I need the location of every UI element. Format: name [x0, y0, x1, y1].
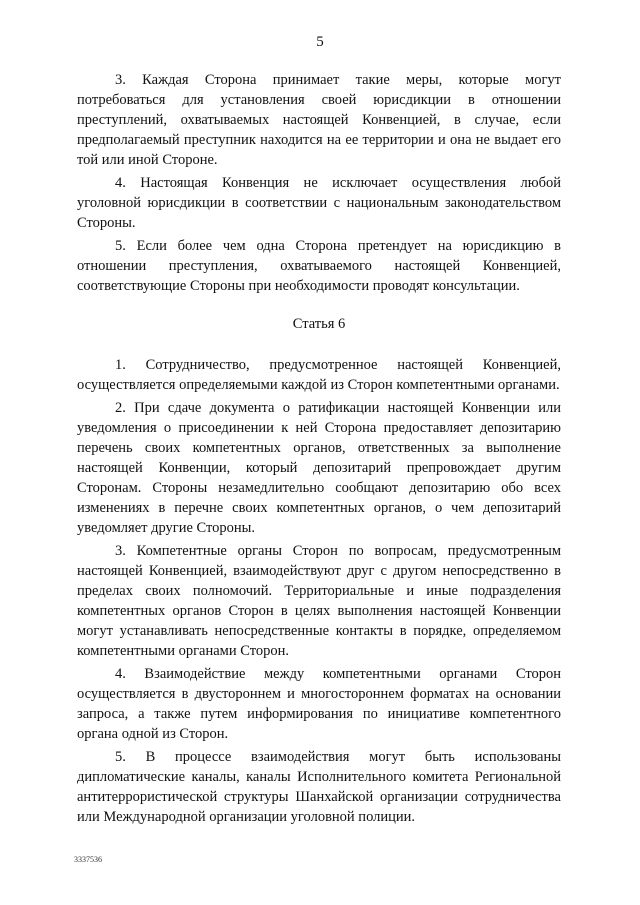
paragraph-article6-1: 1. Сотрудничество, предусмотренное настоящей Конвенцией, осуществляется определяемыми каждой из Сторон компетентными органами. [77, 357, 561, 393]
paragraph-jurisdiction-3: 3. Каждая Сторона принимает такие меры, которые могут потребоваться для установления своей юрисдикции в отношении преступлений, охватываемых настоящей Конвенцией, в случае, если предполагаемый преступник находится на ее территории и она не выдает его той или иной Стороне. [77, 72, 561, 168]
page-number: 5 [316, 34, 324, 50]
paragraph-article6-4: 4. Взаимодействие между компетентными органами Сторон осуществляется в двустороннем и многостороннем форматах на основании запроса, а также путем информирования по инициативе компетентного органа одной из Сторон. [77, 666, 561, 742]
paragraph-article6-5: 5. В процессе взаимодействия могут быть использованы дипломатические каналы, каналы Исполнительного комитета Региональной антитеррористической структуры Шанхайской организации сотрудничества или Международной организации уголовной полиции. [77, 749, 561, 825]
paragraph-jurisdiction-4: 4. Настоящая Конвенция не исключает осуществления любой уголовной юрисдикции в соответствии с национальным законодательством Стороны. [77, 175, 561, 231]
document-code: 3337536 [74, 855, 102, 864]
document-body [77, 70, 561, 830]
paragraph-article6-2: 2. При сдаче документа о ратификации настоящей Конвенции или уведомления о присоединении к ней Сторона предоставляет депозитарию перечень своих компетентных органов, ответственных за выполнение настоящей Конвенции, который депозитарий препровождает другим Сторонам. Стороны незамедлительно сообщают депозитарию обо всех изменениях в перечне своих компетентных органов, о чем депозитарий уведомляет другие Стороны. [77, 400, 561, 536]
paragraph-article6-3: 3. Компетентные органы Сторон по вопросам, предусмотренным настоящей Конвенцией, взаимодействуют друг с другом непосредственно в пределах своих полномочий. Территориальные и иные подразделения компетентных органов Сторон в целях выполнения настоящей Конвенции могут устанавливать непосредственные контакты в порядке, определяемом компетентными органами Сторон. [77, 543, 561, 659]
article-heading: Статья 6 [292, 316, 346, 332]
paragraph-jurisdiction-5: 5. Если более чем одна Сторона претендует на юрисдикцию в отношении преступления, охватываемого настоящей Конвенцией, соответствующие Стороны при необходимости проводят консультации. [77, 238, 561, 294]
